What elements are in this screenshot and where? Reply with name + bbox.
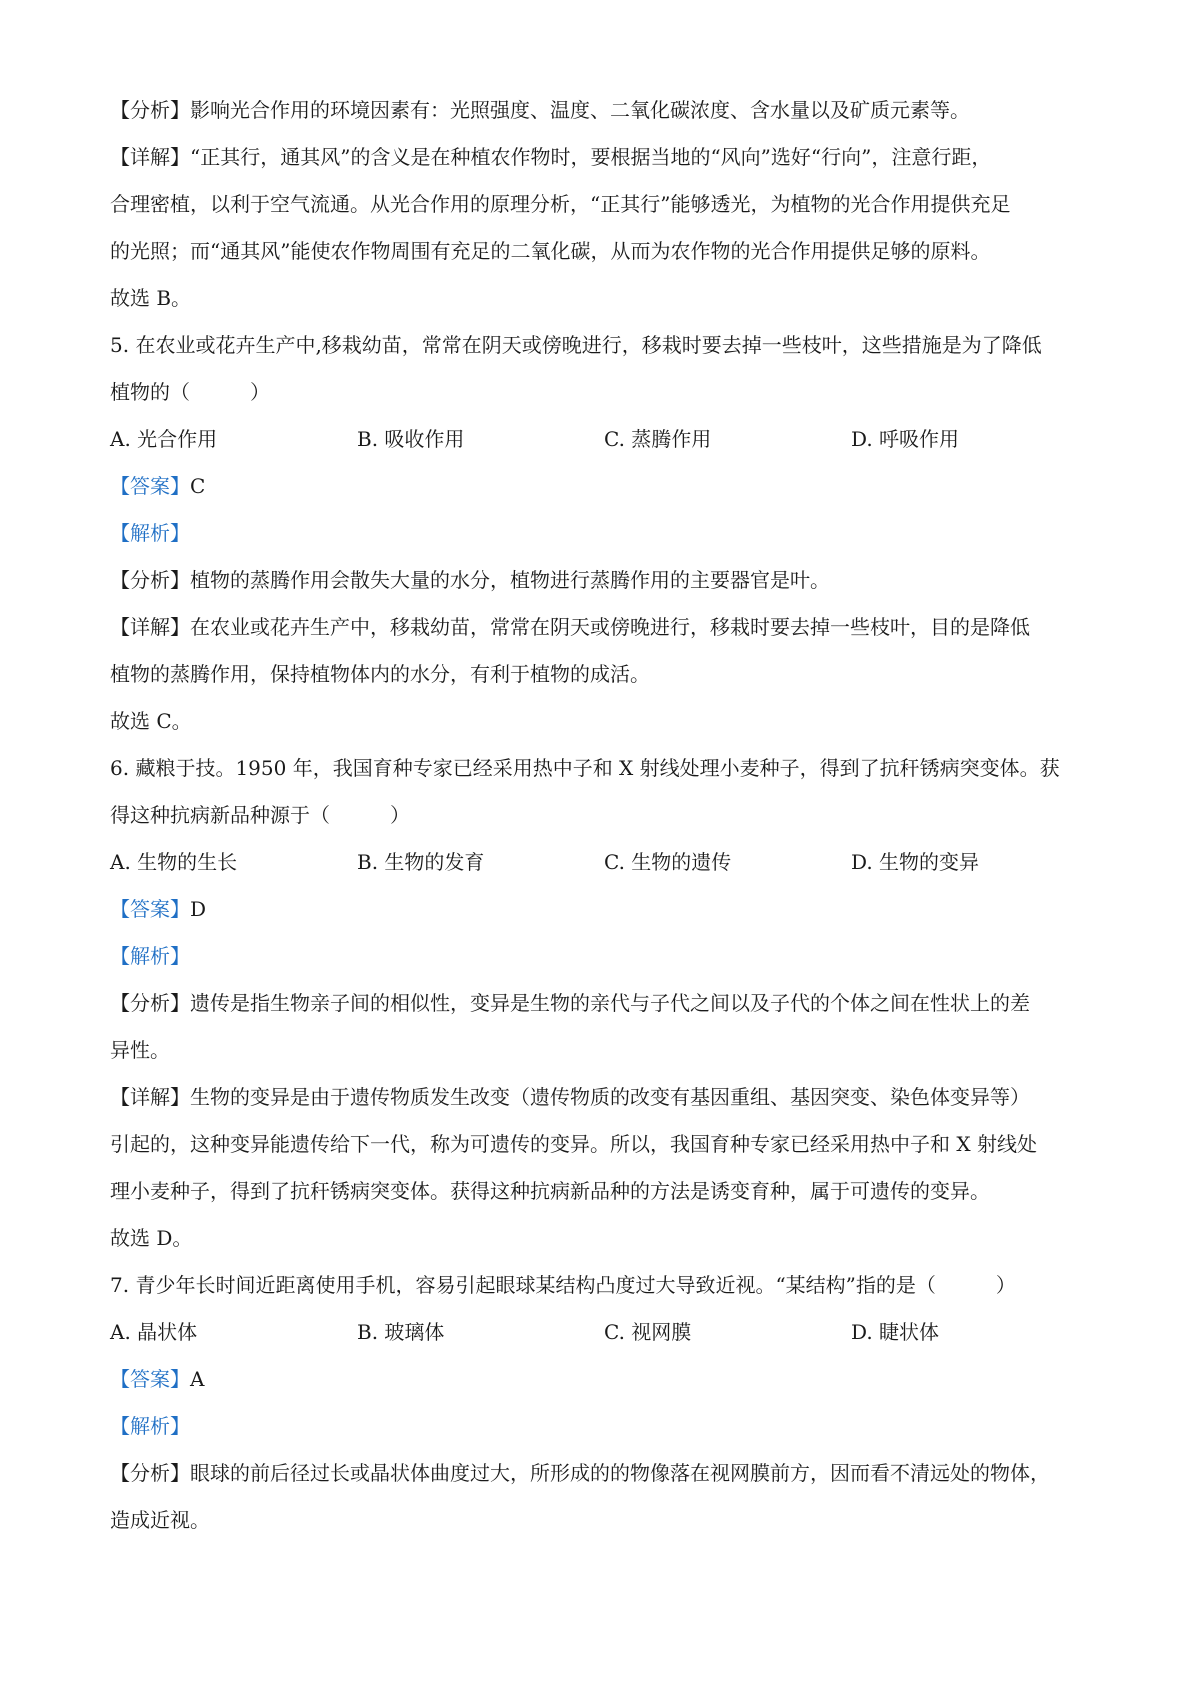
- answer-line: [110, 1364, 1100, 1394]
- option-item: C. 视网膜: [604, 1320, 692, 1344]
- option-item: B. 玻璃体: [357, 1320, 445, 1344]
- text-line: 植物的（ ）: [110, 380, 270, 404]
- text-line: 异性。: [110, 1038, 170, 1062]
- analysis-label: 【解析】: [110, 944, 190, 968]
- text-line: 【分析】眼球的前后径过长或晶状体曲度过大，所形成的的物像落在视网膜前方，因而看不清远处的物体，: [110, 1461, 1050, 1485]
- text-line: 故选 D。: [110, 1226, 193, 1250]
- answer-options: [110, 847, 1100, 877]
- option-item: D. 生物的变异: [851, 850, 980, 874]
- text-line: 【详解】生物的变异是由于遗传物质发生改变（遗传物质的改变有基因重组、基因突变、染色体变异等）: [110, 1085, 1030, 1109]
- text-line: 得这种抗病新品种源于（ ）: [110, 803, 410, 827]
- document-page: [110, 95, 1100, 1552]
- answer-label: 【答案】: [110, 897, 190, 921]
- text-line: 7. 青少年长时间近距离使用手机，容易引起眼球某结构凸度过大导致近视。“某结构”指的是（ ）: [110, 1273, 1016, 1297]
- option-item: D. 睫状体: [851, 1320, 940, 1344]
- answer-value: C: [190, 474, 206, 498]
- analysis-label: 【解析】: [110, 521, 190, 545]
- text-line: 5. 在农业或花卉生产中,移栽幼苗，常常在阴天或傍晚进行，移栽时要去掉一些枝叶，这些措施是为了降低: [110, 333, 1042, 357]
- option-item: C. 蒸腾作用: [604, 427, 712, 451]
- answer-options: [110, 424, 1100, 454]
- answer-line: [110, 894, 1100, 924]
- analysis-label: 【解析】: [110, 1414, 190, 1438]
- text-line: 【分析】遗传是指生物亲子间的相似性，变异是生物的亲代与子代之间以及子代的个体之间在性状上的差: [110, 991, 1030, 1015]
- answer-label: 【答案】: [110, 1367, 190, 1391]
- text-line: 6. 藏粮于技。1950 年，我国育种专家已经采用热中子和 X 射线处理小麦种子，得到了抗秆锈病突变体。获: [110, 756, 1060, 780]
- option-item: A. 光合作用: [110, 427, 218, 451]
- answer-label: 【答案】: [110, 474, 190, 498]
- answer-value: D: [190, 897, 207, 921]
- text-line: 【详解】“正其行，通其风”的含义是在种植农作物时，要根据当地的“风向”选好“行向”，注意行距，: [110, 145, 992, 169]
- text-line: 造成近视。: [110, 1508, 210, 1532]
- answer-line: [110, 471, 1100, 501]
- text-line: 引起的，这种变异能遗传给下一代，称为可遗传的变异。所以，我国育种专家已经采用热中子和 X 射线处: [110, 1132, 1037, 1156]
- option-item: B. 生物的发育: [357, 850, 485, 874]
- answer-value: A: [190, 1367, 205, 1391]
- option-item: C. 生物的遗传: [604, 850, 732, 874]
- text-line: 【分析】植物的蒸腾作用会散失大量的水分，植物进行蒸腾作用的主要器官是叶。: [110, 568, 830, 592]
- text-line: 故选 C。: [110, 709, 192, 733]
- option-item: A. 生物的生长: [110, 850, 238, 874]
- text-line: 合理密植，以利于空气流通。从光合作用的原理分析，“正其行”能够透光，为植物的光合作用提供充足: [110, 192, 1011, 216]
- option-item: B. 吸收作用: [357, 427, 465, 451]
- text-line: 故选 B。: [110, 286, 192, 310]
- text-line: 【详解】在农业或花卉生产中，移栽幼苗，常常在阴天或傍晚进行，移栽时要去掉一些枝叶，目的是降低: [110, 615, 1030, 639]
- option-item: D. 呼吸作用: [851, 427, 960, 451]
- text-line: 的光照；而“通其风”能使农作物周围有充足的二氧化碳，从而为农作物的光合作用提供足够的原料。: [110, 239, 991, 263]
- text-line: 理小麦种子，得到了抗秆锈病突变体。获得这种抗病新品种的方法是诱变育种，属于可遗传的变异。: [110, 1179, 990, 1203]
- option-item: A. 晶状体: [110, 1320, 198, 1344]
- text-line: 植物的蒸腾作用，保持植物体内的水分，有利于植物的成活。: [110, 662, 650, 686]
- text-line: 【分析】影响光合作用的环境因素有：光照强度、温度、二氧化碳浓度、含水量以及矿质元素等。: [110, 98, 970, 122]
- answer-options: [110, 1317, 1100, 1347]
